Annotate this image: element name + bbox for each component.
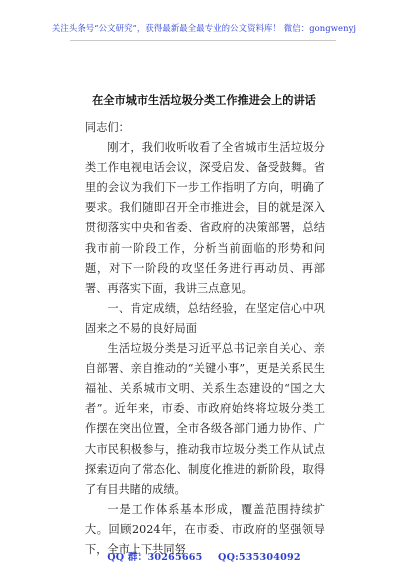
salutation: 同志们： [85, 121, 130, 134]
footer-qq-group: QQ 群：30265665 [107, 552, 203, 563]
section-heading: 一、肯定成绩，总结经验，在坚定信心中巩固来之不易的良好局面 [85, 301, 325, 335]
document-title: 在全市城市生活垃圾分类工作推进会上的讲话 [92, 93, 316, 107]
header-banner: 关注头条号“公文研究”，获得最新最全最专业的公文资料库！ 微信：gongwenyj [51, 23, 357, 33]
footer-contact [0, 549, 408, 563]
header-divider [70, 40, 336, 41]
body-paragraph: 一是工作体系基本形成，覆盖范围持续扩大。回顾2024年，在市委、市政府的坚强领导下，全市上下共同努 [85, 502, 325, 556]
body-paragraph: 刚才，我们收听收看了全省城市生活垃圾分类工作电视电话会议，深受启发、备受鼓舞。省里的会议为我们下一步工作指明了方向，明确了要求。我们随即召开全市推进会，目的就是深入贯彻落实中央和省委、省政府的决策部署，总结我市前一阶段工作，分析当前面临的形势和问题，对下一阶段的攻坚任务进行再动员、再部署、再落实下面，我讲三点意见。 [85, 141, 325, 295]
body-paragraph: 生活垃圾分类是习近平总书记亲自关心、亲自部署、亲自推动的“关键小事”，更是关系民生福祉、关系城市文明、关系生态建设的“国之大者”。近年来，市委、市政府始终将垃圾分类工作摆在突出位置，全市各级各部门通力协作、广大市民积极参与，推动我市垃圾分类工作从试点探索迈向了常态化、制度化推进的新阶段，取得了有目共睹的成绩。 [85, 342, 325, 496]
document-body [85, 118, 325, 560]
footer-qq: QQ:535304092 [218, 552, 301, 563]
